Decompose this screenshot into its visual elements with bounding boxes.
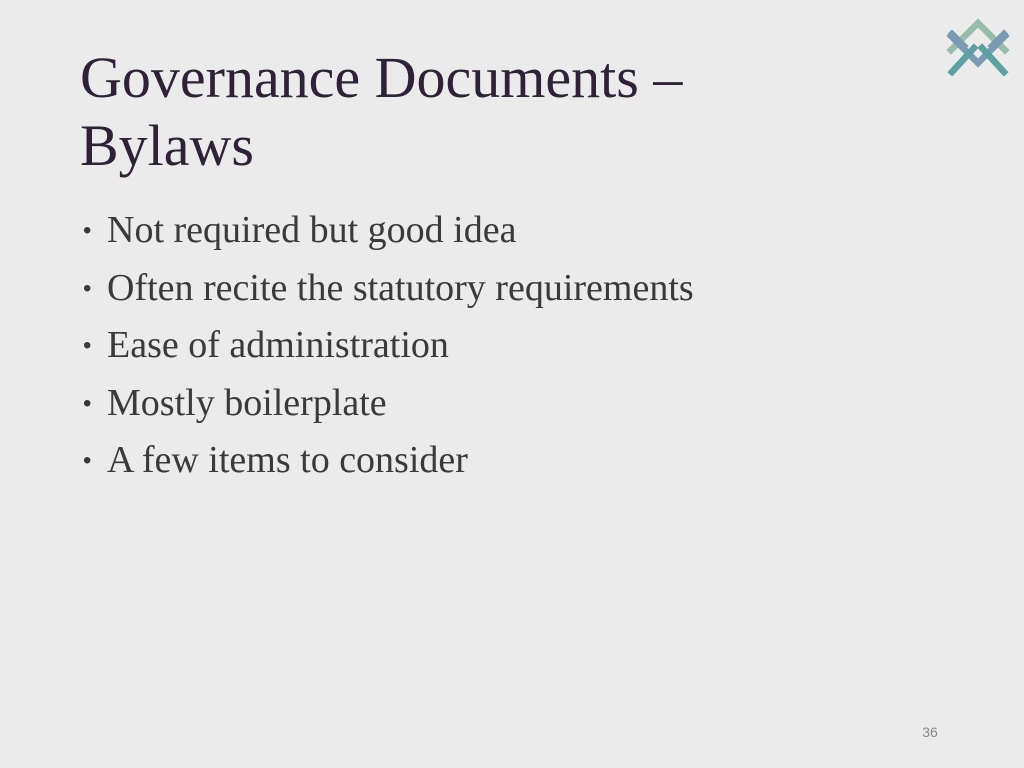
bullet-dot-icon: •: [83, 447, 92, 474]
bullet-dot-icon: •: [83, 332, 92, 359]
bullet-dot-icon: •: [83, 217, 92, 244]
slide-title-line-2: Bylaws: [80, 113, 254, 178]
bullet-item: [80, 317, 694, 375]
bullet-text: Ease of administration: [107, 324, 449, 366]
page-number: 36: [922, 724, 938, 740]
bullet-text: Mostly boilerplate: [107, 381, 387, 424]
bullet-text: A few items to consider: [107, 439, 468, 481]
bullet-dot-icon: •: [83, 274, 92, 302]
slide-title-line-1: Governance Documents –: [80, 45, 683, 110]
bullet-item: [80, 375, 694, 433]
slide-title: [80, 44, 900, 180]
bullet-item: [80, 202, 694, 260]
bullet-list: [80, 202, 694, 490]
logo-icon: [944, 12, 1012, 76]
bullet-dot-icon: •: [83, 389, 92, 417]
bullet-text: Often recite the statutory requirements: [107, 266, 694, 309]
bullet-item: [80, 260, 694, 318]
bullet-text: Not required but good idea: [107, 209, 517, 251]
bullet-item: [80, 432, 694, 490]
